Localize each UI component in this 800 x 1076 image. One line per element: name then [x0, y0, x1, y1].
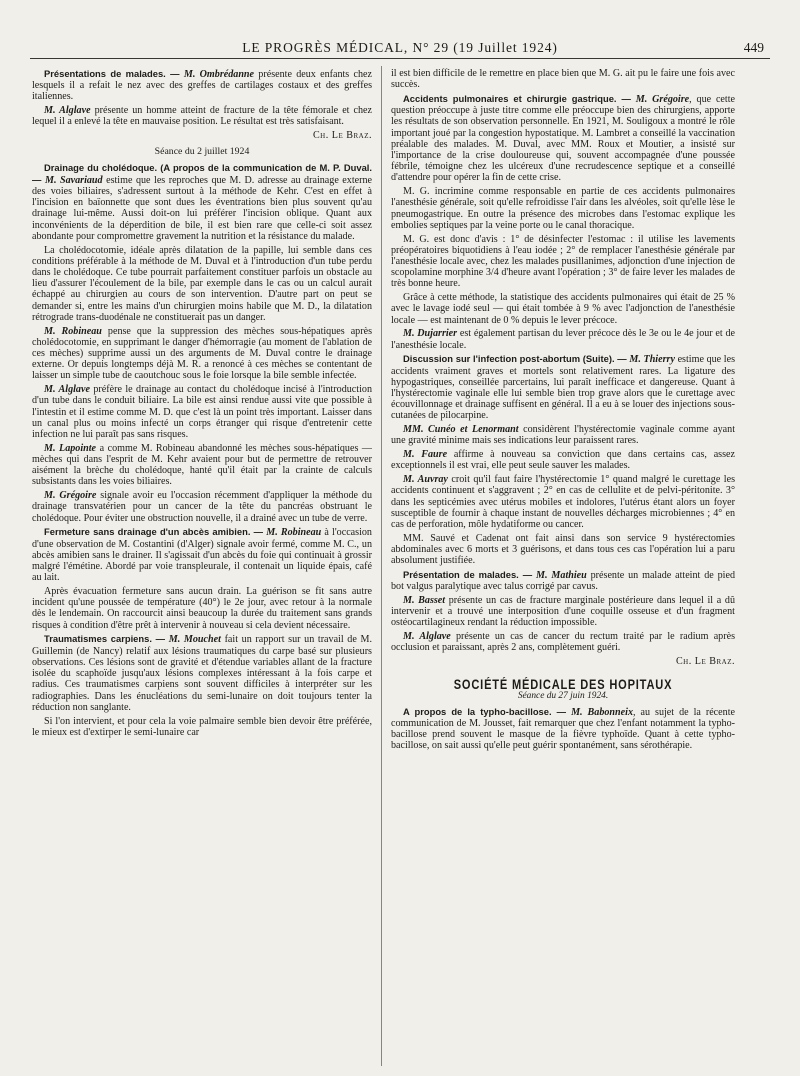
paragraph-text: La cholédocotomie, idéale après dilatation de la papille, lui semble dans ces conditions préférable à la méthode de M. Duval et à l'introduction d'un tube perdu dans le cholédoque. Ce tube pourrait parfaitement constituer parfois un obstacle au lieu d'assurer l'écoulement de la bile, par exemple dans le cas ou un calcul aurait échappé au chirurgien au cours de son intervention. D'autre part on peut se demander si, entre les mains d'un chirurgien moins habile que M. D., la dilatation rétrograde trans-duodénale ne constituerait pas un danger.	[32, 244, 372, 323]
paragraph	[391, 93, 735, 184]
paragraph-text: affirme à nouveau sa conviction que dans certains cas, assez exceptionnels il est vrai, elle peut seule sauver les malades.	[391, 449, 735, 472]
speaker-name: M. Grégoire	[635, 94, 690, 105]
society-title: SOCIÉTÉ MÉDICALE DES HOPITAUX	[453, 677, 673, 693]
signature: Ch. Le Braz.	[675, 656, 735, 668]
paragraph-text: présente un cas de fracture marginale postérieure dans lequel il a dû intervenir et a trouvé une interposition d'une coquille osseuse et d'un fragment ostéocartilagineux rendant la réduction impossible.	[391, 595, 735, 629]
paragraph-text: pense que la suppression des mèches sous-hépatiques après cholédocotomie, en supprimant le danger d'hémorragie (au moment de l'ablation de ces mèches) supprime aussi un des arguments de M. Duval contre le drainage externe. Or depuis longtemps déjà M. R. a renoncé à ces mèches se contentant de laisser un simple tube de caoutchouc sous le foie lorsque la bile semble infectée.	[32, 325, 372, 382]
paragraph-text: M. G. incrimine comme responsable en partie de ces accidents pulmonaires l'anesthésie générale, soit qu'elle refroidisse l'air dans les alvéoles, soit qu'elle lèse le pneumogastrique. En outre la présence des microbes dans l'estomac explique les embolies septiques par la veine porte ou le canal thoracique.	[391, 186, 735, 231]
paragraph	[32, 716, 372, 738]
speaker-name: MM. Cunéo et Lenormant	[403, 424, 519, 436]
paragraph-text: présente un malade atteint de pied bot valgus paralytique avec talus corrigé par cavus.	[391, 570, 735, 593]
speaker-name: M. Babonneix	[571, 706, 633, 718]
paragraph-text: , que cette question préoccupe à juste titre comme elle préoccupe bien des chirurgiens, apporte les résultats de son observation personnelle. En 1921, M. Souligoux a montré le rôle important joué par la congestion hypostatique. M. Lambret a conseillé la vaccination préalable des malades. M. Duval, avec MM. Roux et Moutier, a insisté sur l'importance de la crise douloureuse qui, souvent accompagnée d'une poussée fébrile, témoigne chez les ulcéreux d'une recrudescence septique et a conseillé d'attendre pour opérer la fin de cette crise.	[391, 94, 735, 184]
paragraph-text: estime que les accidents vraiment graves et mortels sont relativement rares. La ligature des hypogastriques, conseillée parcertains, lui paraît inefficace et dangereuse. Quant à l'hystérectomie vaginale elle lui semble bien trop grave alors que le curettage avec écouvillonnage et drainage suffisent en général. Il a eu à se louer des injections sous-cutanées de pilocarpine.	[391, 354, 735, 422]
paragraph-text: à l'occasion d'une observation de M. Costantini (d'Alger) signale avoir fermé, comme M. C., un abcès amibien sans le drainer. Il s'agissait d'un abcès du foie qui continuait à grossir malgré l'émétine. Abordé par voie transpleurale, il contenait un liquide épais, café au lait.	[32, 527, 372, 584]
speaker-name: M. Ombrédanne	[183, 69, 255, 80]
paragraph	[391, 328, 735, 350]
speaker-name: M. Faure	[403, 449, 448, 461]
paragraph	[391, 474, 735, 530]
paragraph	[32, 162, 372, 242]
paragraph-text: présente un cas de cancer du rectum traité par le radium après occlusion et paraissant, après 2 ans, complètement guéri.	[391, 631, 735, 654]
paragraph-text: fait un rapport sur un travail de M. Guillemin (de Nancy) relatif aux lésions traumatiques du carpe basé sur plusieurs observations. Ces lésions sont de gravité et d'étendue variables allant de la fracture isolée du scaphoïde jusqu'aux lésions complexes intéressant à la fois carpe et radius. Ces traumatismes carpiens sont souvent difficiles à interpréter sur les radiographies. Dans les énucléations du semi-lunaire on doit toujours tenter la réduction non sanglante.	[32, 634, 372, 713]
paragraph-text: M. G. est donc d'avis : 1° de désinfecter l'estomac : il utilise les lavements préopératoires biquotidiens à l'eau iodée ; 2° de remplacer l'anesthésie générale par l'anesthésie locale avec, chez les malades pusillanimes, adjonction d'une injection de scopolamine morphine 3/4 d'heure avant l'opération ; 3° de faire lever les malades de très bonne heure.	[391, 233, 735, 290]
paragraph	[391, 353, 735, 421]
section-heading: Traumatismes carpiens. —	[44, 633, 169, 645]
paragraph	[32, 586, 372, 631]
speaker-name: M. Basset	[403, 595, 446, 607]
section-heading: Accidents pulmonaires et chirurgie gastrique. —	[403, 93, 636, 104]
paragraph-text: MM. Sauvé et Cadenat ont fait ainsi dans son service 9 hystérectomies abdominales avec 6 morts et 3 guérisons, et dans tous ces cas l'opération lui a paru absolument justifiée.	[391, 532, 735, 567]
paragraph-text: Après évacuation fermeture sans aucun drain. La guérison se fit sans autre incident qu'une poussée de température (40°) le 2e jour, avec retour à la normale dès le lendemain. On raccourcit ainsi beaucoup la durée du traitement sans grands risques à condition d'être prêt à intervenir à nouveau si cela devient nécessaire.	[32, 586, 372, 631]
speaker-name: M. Alglave	[44, 384, 90, 396]
paragraph-text: préfère le drainage au contact du cholédoque incisé à l'introduction d'un tube dans le conduit biliaire. La bile est ainsi rendue aussi vite que possible à l'intestin et il estime comme M. D. que c'est là un point très important. Laisser dans un canal plus ou moins infecté un corps étranger qui risque d'entretenir cette infection ne lui paraît pas sans risques.	[32, 384, 372, 441]
paragraph	[32, 633, 372, 712]
paragraph	[391, 631, 735, 653]
paragraph	[391, 569, 735, 592]
right-column	[391, 68, 735, 1068]
paragraph	[32, 443, 372, 488]
paragraph	[391, 186, 735, 231]
speaker-name: M. Robineau	[44, 325, 102, 337]
paragraph-text: présente un homme atteint de fracture de la tête fémorale et chez lequel il a enlevé la tête en mauvaise position. Le résultat est très satisfaisant.	[32, 105, 372, 128]
speaker-name: M. Thierry	[629, 354, 675, 366]
page-number: 449	[743, 40, 764, 55]
left-column	[32, 68, 372, 1068]
session-date: Séance du 2 juillet 1924	[154, 146, 250, 158]
speaker-name: M. Robineau	[266, 527, 322, 539]
speaker-name: M. Alglave	[403, 631, 451, 643]
paragraph-text: , au sujet de la récente communication de M. Jousset, fait remarquer que chez l'enfant notamment la typho-bacillose prend souvent le masque de la fièvre typhoïde. Quant à cette typho-bacillose, on sait aussi qu'elle peut guérir spontanément, sans sérothérapie.	[391, 706, 735, 752]
paragraph-text: signale avoir eu l'occasion récemment d'appliquer la méthode du drainage transvatérien pour un cancer de la tête du pancréas obstruant le cholédoque. Pour éviter une obstruction nouvelle, il a drainé avec un tube de verre.	[32, 490, 372, 524]
column-divider	[381, 66, 382, 1066]
section-heading: Présentation de malades. —	[403, 569, 537, 581]
section-heading: Drainage du cholédoque. (A propos de la communication de M. P. Duval. —	[32, 161, 372, 185]
paragraph-text: Grâce à cette méthode, la statistique des accidents pulmonaires qui était de 25 % avec le lavage iodé seul — qui était tombée à 9 % avec l'adjonction de l'anesthésie locale — est maintenant de 0 % depuis le lever précoce.	[391, 292, 735, 326]
paragraph	[32, 526, 372, 583]
paragraph-text: estime que les reproches que M. D. adresse au drainage externe des voies biliaires, s'adressent surtout à la méthode de Kehr. C'est en effet à l'incision en baïonnette que sont dues les éventrations bien plus souvent qu'au drainage lui-même. Aussi doit-on lui préférer l'incision oblique. Quant aux inconvénients de la déperdition de bile, il est bien rare que celle-ci soit assez abondante pour compromettre gravement la nutrition et la résistance du malade.	[32, 174, 372, 242]
paragraph	[32, 490, 372, 524]
paragraph	[32, 68, 372, 103]
running-title: LE PROGRÈS MÉDICAL, N° 29 (19 Juillet 1924)	[242, 40, 558, 55]
paragraph	[32, 326, 372, 382]
speaker-name: M. Mathieu	[536, 570, 587, 582]
paragraph-text: considèrent l'hystérectomie vaginale comme ayant une gravité minime mais ses indications leur paraissent rares.	[391, 424, 735, 447]
speaker-name: M. Mouchet	[168, 634, 221, 646]
paragraph	[391, 68, 735, 90]
signature: Ch. Le Braz.	[312, 130, 372, 142]
page-header	[30, 36, 770, 59]
paragraph	[391, 234, 735, 290]
section-heading: Présentations de malades. —	[44, 68, 184, 79]
paragraph-text: est également partisan du lever précoce dès le 3e ou le 4e jour et de l'anesthésie locale.	[391, 328, 735, 351]
speaker-name: M. Lapointe	[44, 442, 97, 454]
section-heading: A propos de la typho-bacillose. —	[403, 705, 572, 717]
paragraph-text: croit qu'il faut faire l'hystérectomie 1° quand malgré le curettage les accidents continuent et s'aggravent ; 2° en cas de cellulite et de pelvi-péritonite. 3° dans les septicémies avec utérus mobiles et indolores, l'utérus étant alors un foyer susceptible de fournir à chaque instant de nouvelles décharges microbiennes ; 4° en cas de perforation, môle hydatiforme ou cancer.	[391, 474, 735, 531]
paragraph	[391, 595, 735, 629]
speaker-name: M. Dujarrier	[403, 328, 458, 340]
paragraph	[391, 292, 735, 326]
speaker-name: M. Grégoire	[44, 490, 97, 502]
paragraph	[32, 384, 372, 440]
speaker-name: M. Auvray	[403, 474, 448, 486]
paragraph	[391, 449, 735, 471]
paragraph	[391, 424, 735, 446]
society-session-date: Séance du 27 juin 1924.	[517, 690, 609, 701]
speaker-name: M. Savariaud	[44, 174, 103, 186]
paragraph-text: a comme M. Robineau abandonné les mèches sous-hépatiques — mèches qui dans l'esprit de M. Kehr avaient pour but de permettre de retrouver aisément la brèche du cholédoque, hanté qu'il était par la crainte de calculs subsistants dans les voies biliaires.	[32, 442, 372, 488]
paragraph-text: il est bien difficile de le remettre en place bien que M. G. ait pu le faire une fois avec succès.	[391, 68, 735, 91]
paragraph-text: présente deux enfants chez lesquels il a refait le nez avec des greffes de cartilages costaux et des greffes italiennes.	[32, 69, 372, 103]
paragraph	[391, 706, 735, 752]
paragraph	[391, 533, 735, 567]
paragraph	[32, 105, 372, 127]
paragraph-text: Si l'on intervient, et pour cela la voie palmaire semble bien devoir être préférée, le mieux est d'extirper le semi-lunaire car	[32, 715, 372, 738]
speaker-name: M. Alglave	[44, 105, 91, 117]
section-heading: Discussion sur l'infection post-abortum (Suite). —	[403, 353, 630, 365]
paragraph	[32, 245, 372, 323]
section-heading: Fermeture sans drainage d'un abcès amibien. —	[44, 526, 267, 538]
